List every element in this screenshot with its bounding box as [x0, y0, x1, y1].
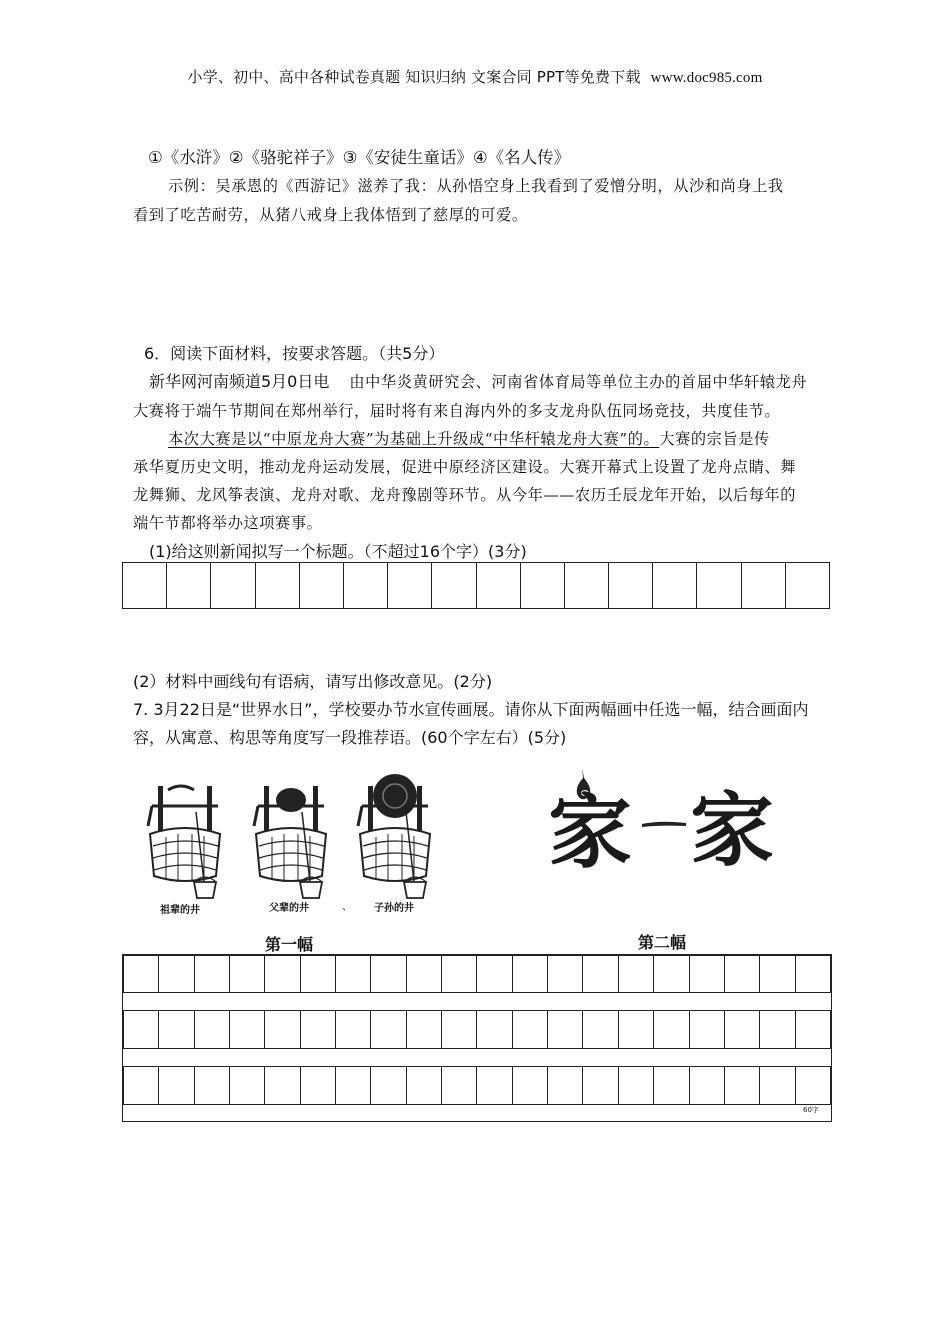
grid-cell[interactable]	[406, 1067, 441, 1105]
grid-cell[interactable]	[795, 956, 830, 993]
grid-cell[interactable]	[520, 563, 564, 609]
answer-grid-row[interactable]	[123, 1010, 831, 1049]
grid-cell[interactable]	[124, 956, 159, 993]
q6-para2-text: 大赛的宗旨是传	[659, 430, 770, 448]
grid-cell[interactable]	[255, 563, 299, 609]
grid-cell[interactable]	[336, 1067, 371, 1105]
grid-cell[interactable]	[548, 956, 583, 993]
grid-cell[interactable]	[265, 1067, 300, 1105]
grid-cell[interactable]	[476, 563, 520, 609]
grid-cell[interactable]	[442, 1011, 477, 1049]
grid-cell[interactable]	[512, 956, 547, 993]
grid-cell[interactable]	[564, 563, 608, 609]
q6-para1-text: 由中华炎黄研究会、河南省体育局等单位主办的首届中华轩辕龙舟	[349, 373, 808, 391]
grid-cell[interactable]	[343, 563, 387, 609]
grid-cell[interactable]	[432, 563, 476, 609]
well-parents-icon	[254, 786, 326, 898]
q6-para1-line1	[149, 369, 807, 392]
grid-cell[interactable]	[442, 1067, 477, 1105]
grid-cell[interactable]	[724, 956, 759, 993]
q6-sub2-prompt: (2）材料中画线句有语病，请写出修改意见。(2分)	[133, 672, 493, 691]
grid-cell[interactable]	[609, 563, 653, 609]
grid-cell[interactable]	[406, 1011, 441, 1049]
grid-cell[interactable]	[795, 1067, 830, 1105]
q6-dateline: 新华网河南频道5月0日电	[149, 372, 330, 391]
q6-para2-line2: 承华夏历史文明，推动龙舟运动发展，促进中原经济区建设。大赛开幕式上设置了龙舟点睛、舞	[133, 458, 797, 476]
brush-dash-icon	[640, 818, 688, 830]
grid-cell[interactable]	[159, 1011, 194, 1049]
q5-example-line1: 示例：吴承恩的《西游记》滋养了我：从孙悟空身上我看到了爱憎分明，从沙和尚身上我	[168, 177, 784, 195]
grid-cell[interactable]	[697, 563, 741, 609]
grid-cell[interactable]	[371, 956, 406, 993]
header-url: www.doc985.com	[650, 70, 763, 86]
grid-cell[interactable]	[211, 563, 255, 609]
grid-cell[interactable]	[336, 956, 371, 993]
grid-cell[interactable]	[230, 956, 265, 993]
q6-para2-line3: 龙舞狮、龙风筝表演、龙舟对歌、龙舟豫剧等环节。从今年——农历壬辰龙年开始，以后每年的	[133, 486, 797, 504]
grid-cell[interactable]	[371, 1011, 406, 1049]
q6-underlined-sentence: 本次大赛是以“中原龙舟大赛”为基础上升级成“中华杆辕龙舟大赛”的。	[168, 430, 660, 448]
caption-parents-well: 父辈的井	[269, 903, 309, 914]
grid-cell[interactable]	[477, 1067, 512, 1105]
answer-grid-row[interactable]	[123, 955, 831, 993]
grid-cell[interactable]	[477, 1011, 512, 1049]
q5-book-list: ①《水浒》②《骆驼祥子》③《安徒生童话》④《名人传》	[148, 148, 571, 167]
q5-example-line2: 看到了吃苦耐劳，从猪八戒身上我体悟到了慈厚的可爱。	[133, 206, 528, 224]
grid-cell[interactable]	[442, 956, 477, 993]
grid-cell[interactable]	[265, 956, 300, 993]
grid-cell[interactable]	[406, 956, 441, 993]
caption-grandparents-well: 祖辈的井	[160, 905, 200, 916]
q7-line1: 7. 3月22日是“世界水日”，学校要办节水宣传画展。请你从下面两幅画中任选一幅，结合画面内	[133, 700, 809, 719]
grid-cell[interactable]	[299, 563, 343, 609]
grid-cell[interactable]	[654, 1011, 689, 1049]
q6-title-answer-grid[interactable]	[122, 562, 830, 609]
grid-cell[interactable]	[512, 1011, 547, 1049]
caption-separator: 、	[342, 902, 352, 913]
q7-line2: 容，从寓意、构思等角度写一段推荐语。(60个字左右）(5分)	[133, 728, 567, 747]
picture-one-wells	[140, 768, 440, 918]
well-grandparents-icon	[148, 786, 220, 898]
grid-cell[interactable]	[194, 1011, 229, 1049]
grid-cell[interactable]	[159, 956, 194, 993]
grid-cell[interactable]	[654, 1067, 689, 1105]
grid-cell[interactable]	[230, 1011, 265, 1049]
grid-cell[interactable]	[300, 956, 335, 993]
grid-cell[interactable]	[548, 1011, 583, 1049]
grid-cell[interactable]	[371, 1067, 406, 1105]
grid-cell[interactable]	[724, 1067, 759, 1105]
q6-para2-line1	[168, 428, 770, 449]
grid-cell[interactable]	[194, 956, 229, 993]
answer-grid-row[interactable]	[123, 1066, 831, 1105]
grid-cell[interactable]	[300, 1011, 335, 1049]
grid-cell[interactable]	[124, 1067, 159, 1105]
grid-cell[interactable]	[654, 956, 689, 993]
picture-two-title: 第二幅	[638, 933, 687, 952]
grid-cell[interactable]	[300, 1067, 335, 1105]
grid-cell[interactable]	[265, 1011, 300, 1049]
grid-cell[interactable]	[724, 1011, 759, 1049]
grid-cell[interactable]	[583, 956, 618, 993]
grid-cell[interactable]	[689, 956, 724, 993]
grid-cell[interactable]	[689, 1067, 724, 1105]
grid-cell[interactable]	[760, 1011, 795, 1049]
grid-cell[interactable]	[653, 563, 697, 609]
q6-title: 6．阅读下面材料，按要求答题。（共5分）	[144, 344, 445, 363]
grid-cell[interactable]	[795, 1011, 830, 1049]
grid-cell[interactable]	[618, 1067, 653, 1105]
grid-cell[interactable]	[689, 1011, 724, 1049]
grid-cell[interactable]	[123, 563, 167, 609]
picture-one-title: 第一幅	[265, 935, 314, 954]
calligraphy-char-right: 家	[690, 783, 774, 877]
header-text: 小学、初中、高中各种试卷真题 知识归纳 文案合同 PPT等免费下载	[187, 68, 641, 86]
q6-para2-line4: 端午节都将举办这项赛事。	[133, 514, 323, 532]
q6-sub1-prompt: (1)给这则新闻拟写一个标题。（不超过16个字）(3分)	[149, 542, 527, 561]
grid-cell[interactable]	[583, 1011, 618, 1049]
caption-descendants-well: 子孙的井	[374, 903, 414, 914]
grid-cell[interactable]	[477, 956, 512, 993]
grid-cell[interactable]	[388, 563, 432, 609]
well-descendants-icon	[358, 774, 430, 898]
q6-para1-line2: 大赛将于端午节期间在郑州举行，届时将有来自海内外的多支龙舟队伍同场竞技，共度佳节。	[133, 402, 781, 420]
grid-cell[interactable]	[618, 1011, 653, 1049]
grid-cell[interactable]	[760, 1067, 795, 1105]
grid-cell[interactable]	[159, 1067, 194, 1105]
grid-cell[interactable]	[741, 563, 785, 609]
grid-cell[interactable]	[336, 1011, 371, 1049]
word-count-label: 60字	[803, 1106, 819, 1114]
grid-cell[interactable]	[785, 563, 829, 609]
grid-cell[interactable]	[124, 1011, 159, 1049]
grid-cell[interactable]	[583, 1067, 618, 1105]
grid-cell[interactable]	[194, 1067, 229, 1105]
q7-answer-grid[interactable]	[122, 954, 832, 1122]
calligraphy-char-left: 家	[548, 785, 632, 879]
grid-cell[interactable]	[167, 563, 211, 609]
grid-cell[interactable]	[548, 1067, 583, 1105]
grid-cell[interactable]	[618, 956, 653, 993]
grid-cell[interactable]	[760, 956, 795, 993]
grid-cell[interactable]	[230, 1067, 265, 1105]
grid-cell[interactable]	[512, 1067, 547, 1105]
page-header	[0, 66, 950, 87]
